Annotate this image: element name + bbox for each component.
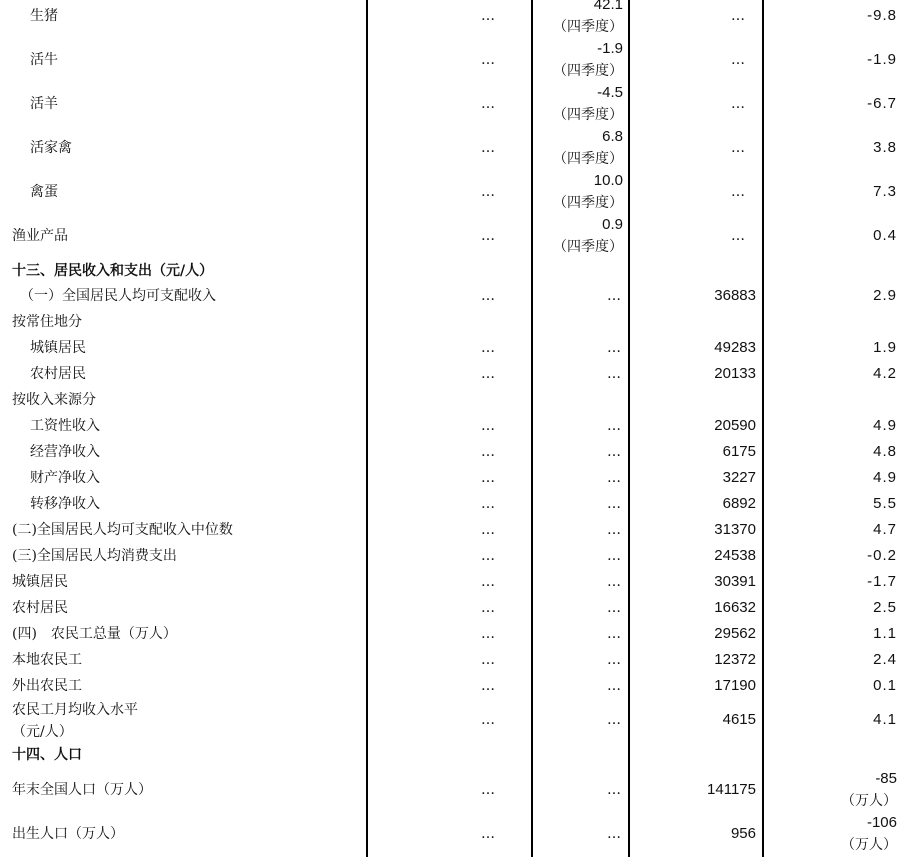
dots-cell: … (607, 340, 621, 356)
dots-cell: … (481, 184, 495, 200)
growth-cell: 4.9 (873, 469, 897, 486)
dots-cell: … (481, 444, 495, 460)
growth-cell: 7.3 (873, 183, 897, 200)
growth-cell: 4.1 (873, 711, 897, 728)
value-cell: 31370 (714, 521, 756, 538)
dots-cell: … (607, 574, 621, 590)
dots-cell: … (607, 366, 621, 382)
value-cell (553, 0, 623, 38)
value-cell: 20590 (714, 417, 756, 434)
growth-cell: 4.9 (873, 417, 897, 434)
table-row (0, 812, 919, 856)
value-cell: 141175 (707, 781, 756, 798)
table-row (0, 467, 919, 493)
dots-cell: … (481, 96, 495, 112)
value-cell (553, 214, 623, 258)
value-cell (553, 82, 623, 126)
row-label: 农村居民 (12, 600, 68, 616)
row-label: 年末全国人口（万人） (12, 782, 152, 798)
dots-cell: … (481, 470, 495, 486)
row-label: 出生人口（万人） (12, 826, 124, 842)
dots-cell: … (607, 678, 621, 694)
dots-cell: … (481, 496, 495, 512)
quarter-note: （四季度） (553, 151, 623, 167)
growth-cell: 0.4 (873, 227, 897, 244)
growth-cell: 2.9 (873, 287, 897, 304)
table-row (0, 768, 919, 812)
table-row (0, 389, 919, 415)
quarter-note: （四季度） (553, 239, 623, 255)
dots-cell: … (481, 678, 495, 694)
table-row (0, 571, 919, 597)
dots-cell: … (481, 712, 495, 728)
value-cell: 17190 (714, 677, 756, 694)
row-label: （一）全国居民人均可支配收入 (20, 288, 216, 304)
row-label: 按收入来源分 (12, 392, 96, 408)
dots-cell: … (481, 574, 495, 590)
value-cell: 6175 (722, 443, 756, 460)
section-heading-row (0, 744, 919, 770)
dots-cell: … (731, 8, 745, 24)
table-row (0, 285, 919, 311)
growth-cell: 2.5 (873, 599, 897, 616)
section-heading-row (0, 259, 919, 285)
value-cell: 20133 (714, 365, 756, 382)
value-number: 10.0 (593, 172, 623, 189)
row-label: 渔业产品 (12, 228, 68, 244)
dots-cell: … (607, 782, 621, 798)
growth-cell: 5.5 (873, 495, 897, 512)
row-label: 经营净收入 (30, 444, 100, 460)
value-cell: 6892 (722, 495, 756, 512)
dots-cell: … (481, 626, 495, 642)
value-cell: 12372 (714, 651, 756, 668)
growth-cell: 1.9 (873, 339, 897, 356)
row-label-line2: （元/人） (12, 724, 73, 740)
row-label: 活羊 (30, 96, 58, 112)
value-cell: 49283 (714, 339, 756, 356)
row-label: 按常住地分 (12, 314, 82, 330)
growth-cell: 4.2 (873, 365, 897, 382)
dots-cell: … (481, 288, 495, 304)
section-heading: 十三、居民收入和支出（元/人） (12, 263, 214, 279)
row-label: 农村居民 (30, 366, 86, 382)
table-row (0, 0, 919, 38)
table-row (0, 597, 919, 623)
row-label: 活家禽 (30, 140, 72, 156)
growth-cell: 4.7 (873, 521, 897, 538)
dots-cell: … (607, 522, 621, 538)
dots-cell: … (481, 522, 495, 538)
table-row (0, 126, 919, 170)
dots-cell: … (481, 652, 495, 668)
row-label: 外出农民工 (12, 678, 82, 694)
dots-cell: … (607, 826, 621, 842)
value-number: -4.5 (597, 84, 623, 101)
dots-cell: … (481, 140, 495, 156)
growth-cell: 0.1 (873, 677, 897, 694)
dots-cell: … (607, 712, 621, 728)
row-label: 转移净收入 (30, 496, 100, 512)
dots-cell: … (607, 652, 621, 668)
quarter-note: （四季度） (553, 195, 623, 211)
growth-cell: -0.2 (867, 547, 897, 564)
growth-cell: -1.9 (867, 51, 897, 68)
value-cell: 30391 (714, 573, 756, 590)
row-label (12, 699, 138, 743)
growth-cell: -1.7 (867, 573, 897, 590)
dots-cell: … (481, 418, 495, 434)
growth-cell: 3.8 (873, 139, 897, 156)
dots-cell: … (481, 8, 495, 24)
dots-cell: … (731, 52, 745, 68)
growth-cell: 1.1 (873, 625, 897, 642)
table-row (0, 493, 919, 519)
row-label: (四) 农民工总量（万人） (12, 626, 177, 642)
value-number: 42.1 (593, 0, 623, 13)
table-row (0, 415, 919, 441)
value-cell: 36883 (714, 287, 756, 304)
quarter-note: （四季度） (553, 107, 623, 123)
row-label: 财产净收入 (30, 470, 100, 486)
dots-cell: … (481, 366, 495, 382)
dots-cell: … (607, 496, 621, 512)
dots-cell: … (607, 288, 621, 304)
dots-cell: … (607, 626, 621, 642)
quarter-note: （四季度） (553, 19, 623, 35)
unit-note: （万人） (841, 837, 897, 853)
value-cell: 29562 (714, 625, 756, 642)
dots-cell: … (607, 600, 621, 616)
growth-cell: -9.8 (867, 7, 897, 24)
value-cell: 956 (730, 825, 756, 842)
dots-cell: … (731, 140, 745, 156)
growth-cell: 4.8 (873, 443, 897, 460)
growth-cell (841, 768, 897, 812)
table-row (0, 441, 919, 467)
table-row (0, 519, 919, 545)
dots-cell: … (481, 228, 495, 244)
growth-cell: 2.4 (873, 651, 897, 668)
value-cell (553, 38, 623, 82)
table-row (0, 214, 919, 258)
row-label: 活牛 (30, 52, 58, 68)
table-row (0, 675, 919, 701)
table-row (0, 38, 919, 82)
dots-cell: … (607, 548, 621, 564)
value-number: 6.8 (602, 128, 623, 145)
unit-note: （万人） (841, 793, 897, 809)
dots-cell: … (481, 340, 495, 356)
quarter-note: （四季度） (553, 63, 623, 79)
table-row (0, 363, 919, 389)
value-cell: 24538 (714, 547, 756, 564)
value-cell: 16632 (714, 599, 756, 616)
row-label: (三)全国居民人均消费支出 (12, 548, 177, 564)
table-row (0, 649, 919, 675)
dots-cell: … (607, 418, 621, 434)
value-cell: 3227 (722, 469, 756, 486)
dots-cell: … (481, 826, 495, 842)
row-label: (二)全国居民人均可支配收入中位数 (12, 522, 233, 538)
row-label: 城镇居民 (30, 340, 86, 356)
value-number: 0.9 (602, 216, 623, 233)
table-row (0, 311, 919, 337)
dots-cell: … (481, 548, 495, 564)
table-row (0, 545, 919, 571)
row-label-line1: 农民工月均收入水平 (12, 702, 138, 718)
dots-cell: … (481, 600, 495, 616)
section-heading: 十四、人口 (12, 747, 82, 763)
table-row (0, 623, 919, 649)
row-label: 本地农民工 (12, 652, 82, 668)
growth-cell: -6.7 (867, 95, 897, 112)
table-row (0, 337, 919, 363)
value-cell (553, 126, 623, 170)
growth-cell (841, 812, 897, 856)
dots-cell: … (731, 228, 745, 244)
value-number: -1.9 (597, 40, 623, 57)
table-row (0, 699, 919, 743)
value-cell: 4615 (722, 711, 756, 728)
dots-cell: … (607, 470, 621, 486)
row-label: 工资性收入 (30, 418, 100, 434)
table-row (0, 170, 919, 214)
dots-cell: … (731, 184, 745, 200)
dots-cell: … (607, 444, 621, 460)
row-label: 城镇居民 (12, 574, 68, 590)
dots-cell: … (481, 52, 495, 68)
table-row (0, 82, 919, 126)
row-label: 生猪 (30, 8, 58, 24)
dots-cell: … (731, 96, 745, 112)
row-label: 禽蛋 (30, 184, 58, 200)
growth-number: -106 (866, 814, 897, 831)
dots-cell: … (481, 782, 495, 798)
value-cell (553, 170, 623, 214)
growth-number: -85 (875, 770, 897, 787)
